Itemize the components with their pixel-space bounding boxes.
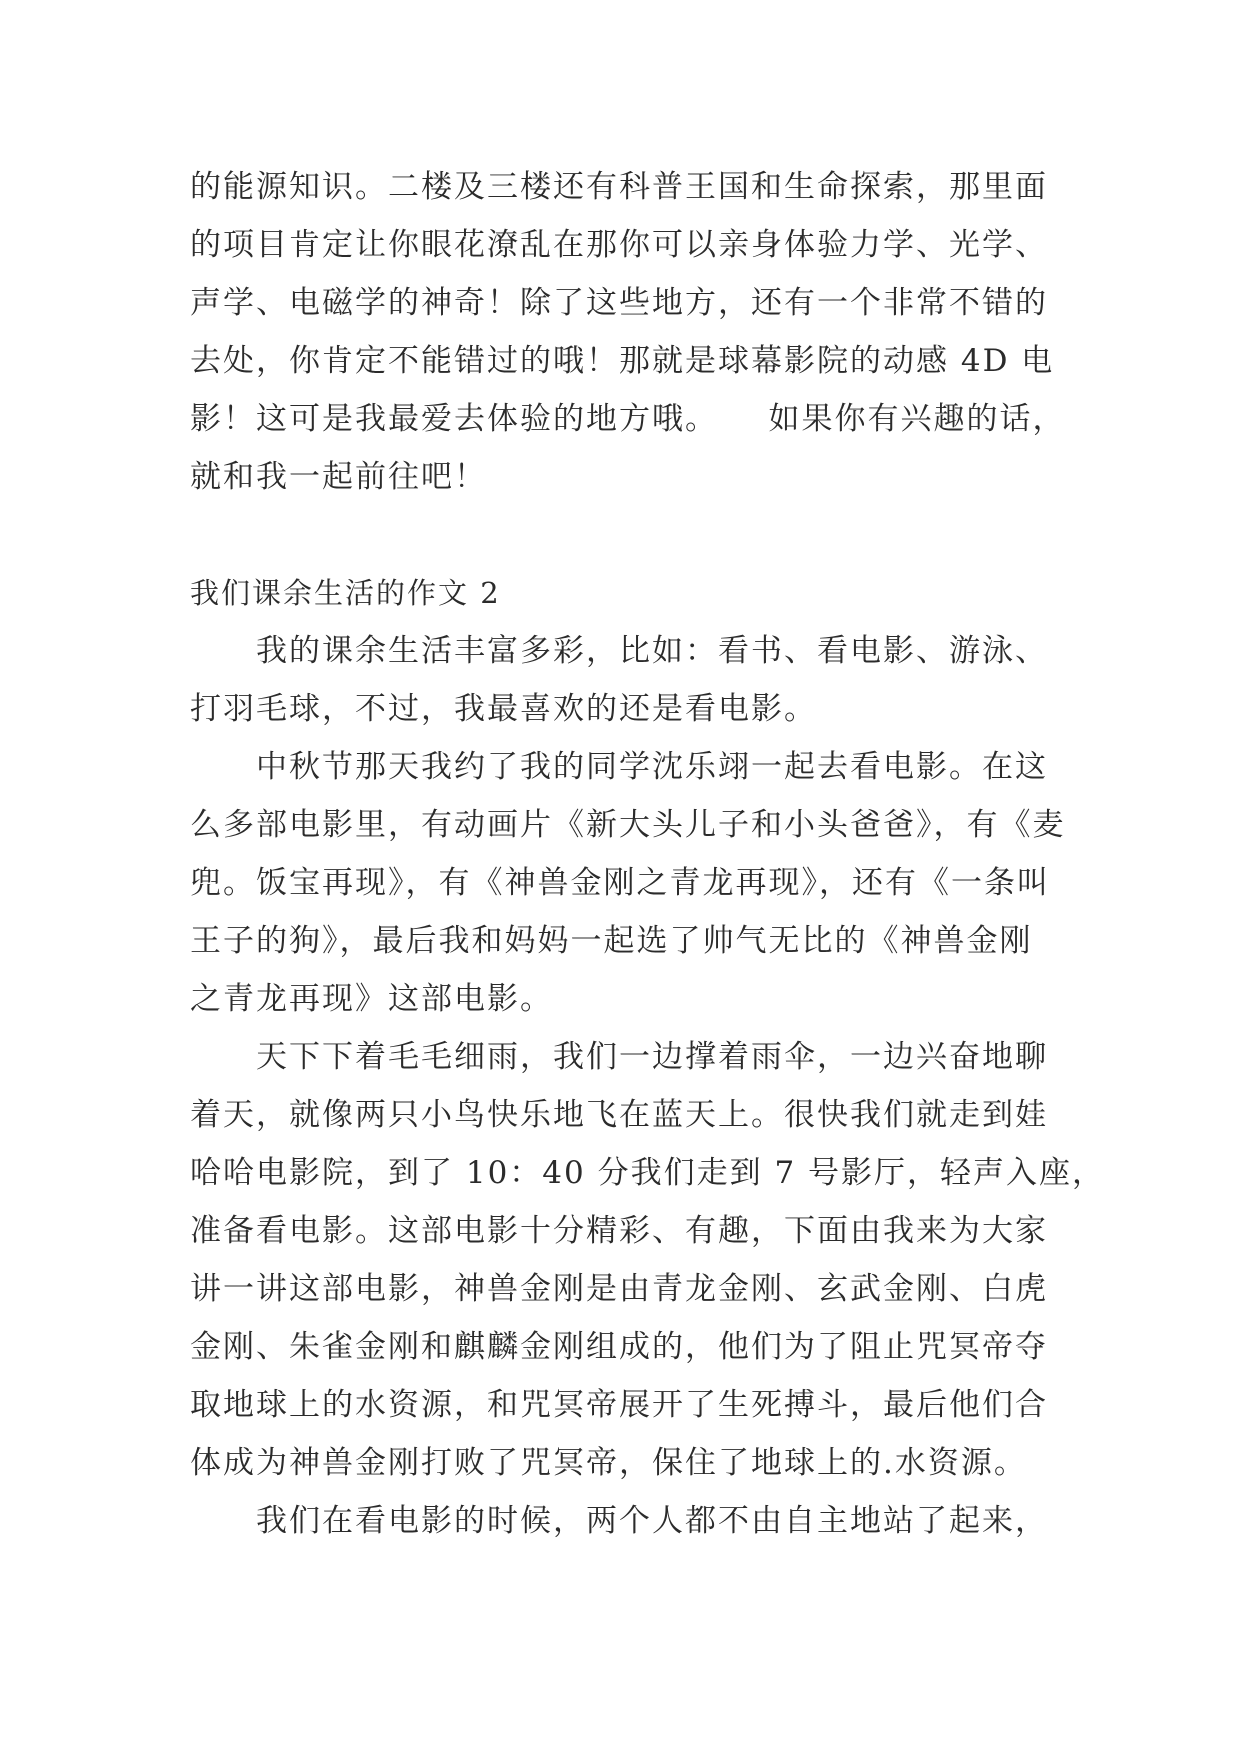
text-line: 的能源知识。二楼及三楼还有科普王国和生命探索，那里面 — [190, 169, 1048, 205]
paragraph-line: 体成为神兽金刚打败了咒冥帝，保住了地球上的.水资源。 — [190, 1445, 1027, 1481]
paragraph-line: 金刚、朱雀金刚和麒麟金刚组成的，他们为了阻止咒冥帝夺 — [190, 1329, 1048, 1365]
paragraph-line: 王子的狗》，最后我和妈妈一起选了帅气无比的《神兽金刚 — [190, 923, 1033, 959]
paragraph-line: 哈哈电影院，到了 10：40 分我们走到 7 号影厅，轻声入座， — [190, 1155, 1106, 1191]
text-line: 去处，你肯定不能错过的哦！那就是球幕影院的动感 4D 电 — [190, 343, 1055, 379]
paragraph-line: 讲一讲这部电影，神兽金刚是由青龙金刚、玄武金刚、白虎 — [190, 1271, 1048, 1307]
paragraph-line: 之青龙再现》这部电影。 — [190, 981, 553, 1017]
section-heading: 我们课余生活的作文 2 — [190, 576, 501, 610]
paragraph-line: 我们在看电影的时候，两个人都不由自主地站了起来， — [256, 1503, 1048, 1539]
paragraph-line: 取地球上的水资源，和咒冥帝展开了生死搏斗，最后他们合 — [190, 1387, 1048, 1423]
text-line: 声学、电磁学的神奇！除了这些地方，还有一个非常不错的 — [190, 285, 1048, 321]
text-line: 影！这可是我最爱去体验的地方哦。 如果你有兴趣的话， — [190, 401, 1066, 437]
paragraph-line: 兜。饭宝再现》，有《神兽金刚之青龙再现》，还有《一条叫 — [190, 865, 1050, 901]
paragraph-line: 么多部电影里，有动画片《新大头儿子和小头爸爸》，有《麦 — [190, 807, 1066, 843]
paragraph-line: 准备看电影。这部电影十分精彩、有趣，下面由我来为大家 — [190, 1213, 1048, 1249]
paragraph-line: 天下下着毛毛细雨，我们一边撑着雨伞，一边兴奋地聊 — [256, 1039, 1048, 1075]
paragraph-line: 我的课余生活丰富多彩，比如：看书、看电影、游泳、 — [256, 633, 1048, 669]
text-line: 的项目肯定让你眼花潦乱在那你可以亲身体验力学、光学、 — [190, 227, 1048, 263]
paragraph-line: 中秋节那天我约了我的同学沈乐翊一起去看电影。在这 — [256, 749, 1048, 785]
text-line: 就和我一起前往吧！ — [190, 459, 487, 495]
paragraph-line: 打羽毛球，不过，我最喜欢的还是看电影。 — [190, 691, 817, 727]
paragraph-line: 着天，就像两只小鸟快乐地飞在蓝天上。很快我们就走到娃 — [190, 1097, 1048, 1133]
